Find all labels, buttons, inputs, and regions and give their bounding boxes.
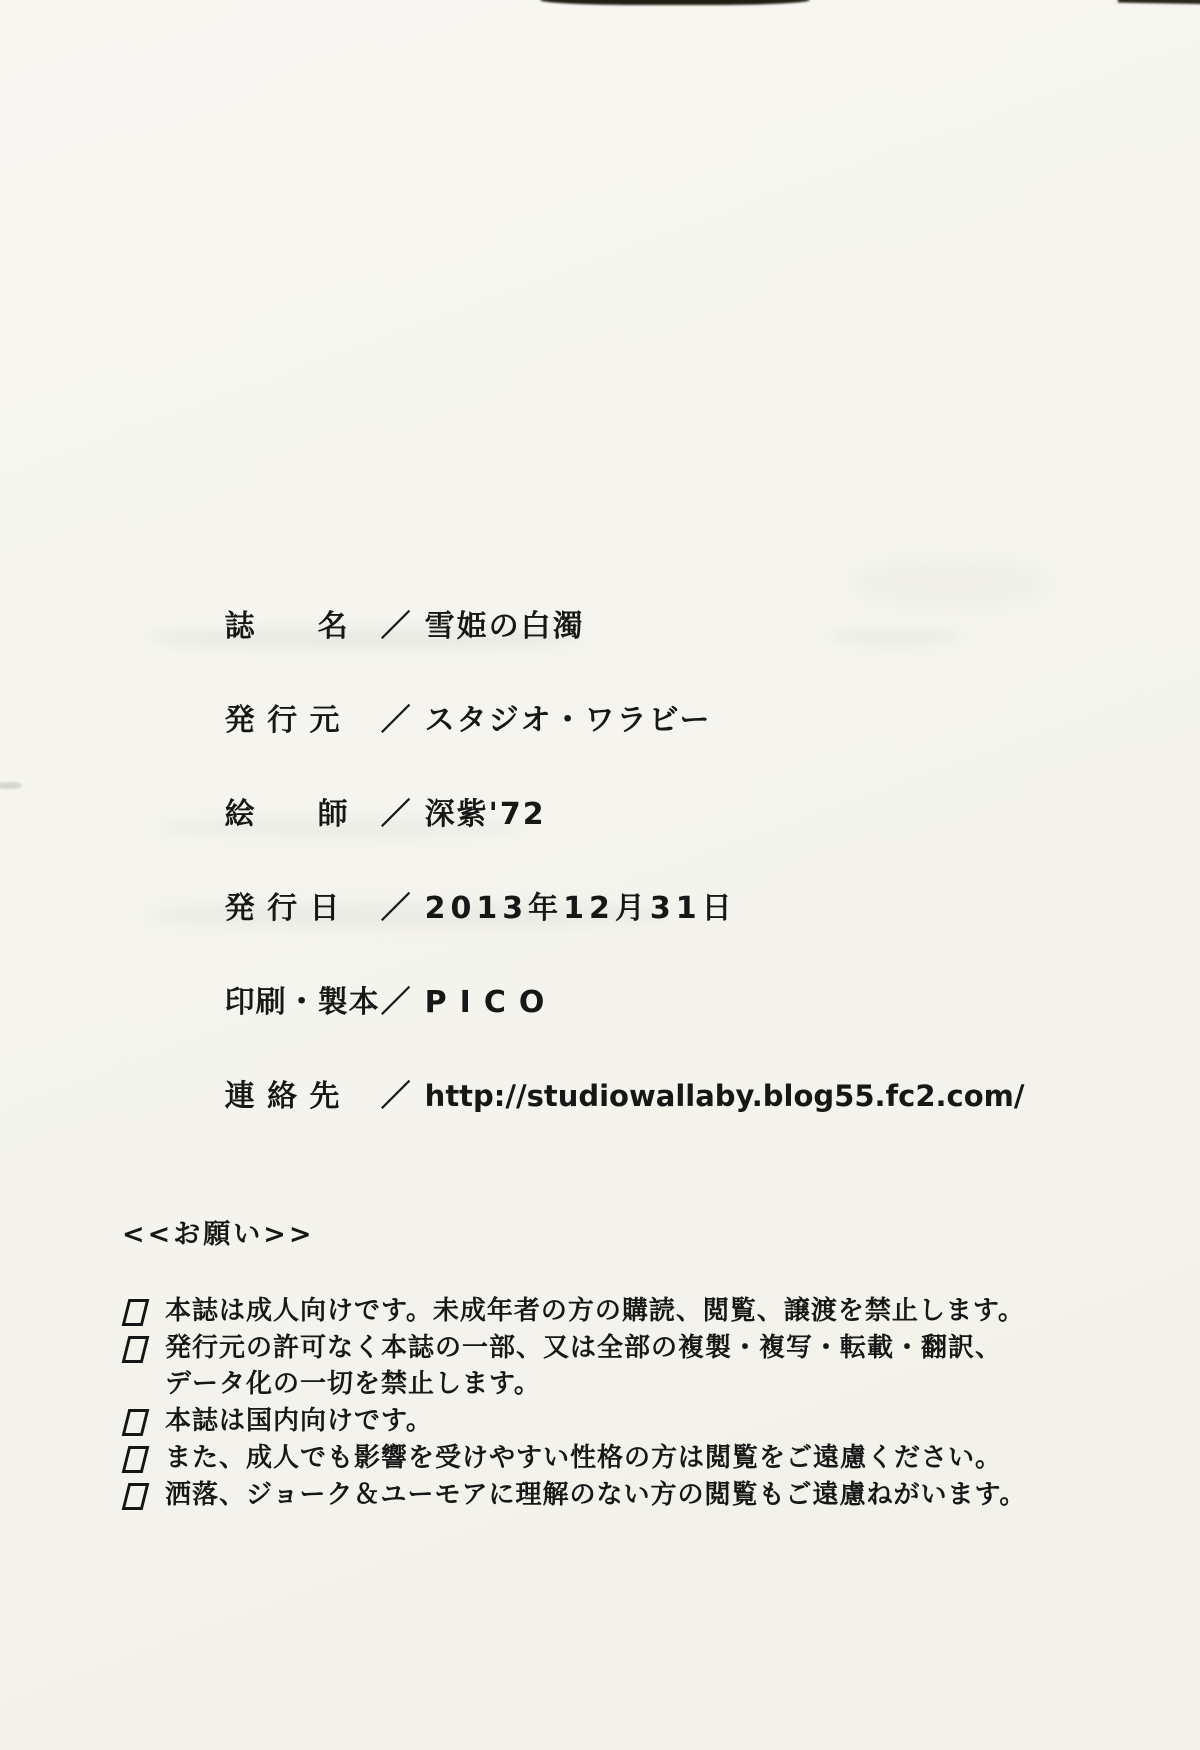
scan-artifact [1118,0,1200,5]
notice-list [122,1293,1122,1513]
publisher-name: スタジオ・ワラビー [424,703,712,738]
separator-slash: ／ [380,797,411,832]
checkbox-icon [122,1336,150,1363]
checkbox-icon [122,1409,150,1436]
notice-line: 洒落、ジョーク＆ユーモアに理解のない方の閲覧もご遠慮ねがいます。 [165,1480,1027,1510]
colophon-row-publisher [162,660,1024,738]
colophon-row-artist [162,754,1024,832]
notice-item [122,1440,1122,1476]
separator-slash: ／ [380,1079,411,1114]
artist-name: 深紫'72 [424,797,546,832]
colophon-label: 印刷・製本 [224,985,380,1020]
notice-line: 本誌は国内向けです。 [165,1406,433,1436]
colophon-label: 連 絡 先 [224,1079,341,1114]
notice-line: データ化の一切を禁止します。 [165,1369,541,1399]
separator-slash: ／ [380,985,411,1020]
checkbox-icon [122,1299,150,1326]
notice-line: 本誌は成人向けです。未成年者の方の購読、閲覧、譲渡を禁止します。 [165,1296,1025,1326]
notice-item [122,1403,1122,1439]
colophon-row-printer [162,942,1024,1020]
colophon-label: 発 行 元 [224,703,341,738]
contact-url: http://studiowallaby.blog55.fc2.com/ [424,1079,1025,1113]
checkbox-icon [122,1446,150,1473]
notice-item [122,1293,1122,1329]
separator-slash: ／ [380,609,411,644]
notice-line: また、成人でも影響を受けやすい性格の方は閲覧をご遠慮ください。 [165,1443,1003,1473]
colophon-row-date [162,848,1024,926]
separator-slash: ／ [380,703,411,738]
colophon-row-contact [162,1036,1025,1114]
colophon-block [162,566,1024,1130]
publication-date: 2013年12月31日 [424,891,737,926]
checkbox-icon [122,1483,150,1510]
printer-name: PICO [424,985,558,1020]
scan-artifact [540,0,810,5]
book-title: 雪姫の白濁 [424,609,585,644]
notice-item [122,1330,1122,1402]
separator-slash: ／ [380,891,411,926]
colophon-row-title [162,566,1024,644]
notice-line: 発行元の許可なく本誌の一部、又は全部の複製・複写・転載・翻訳、 [165,1333,1003,1363]
colophon-label: 絵 師 [224,797,349,832]
notice-item [122,1477,1122,1513]
notice-block [122,1212,1122,1514]
colophon-label: 誌 名 [224,609,349,644]
notice-heading: <<お願い>> [122,1219,315,1250]
colophon-label: 発 行 日 [224,891,341,926]
scan-artifact [0,782,22,789]
